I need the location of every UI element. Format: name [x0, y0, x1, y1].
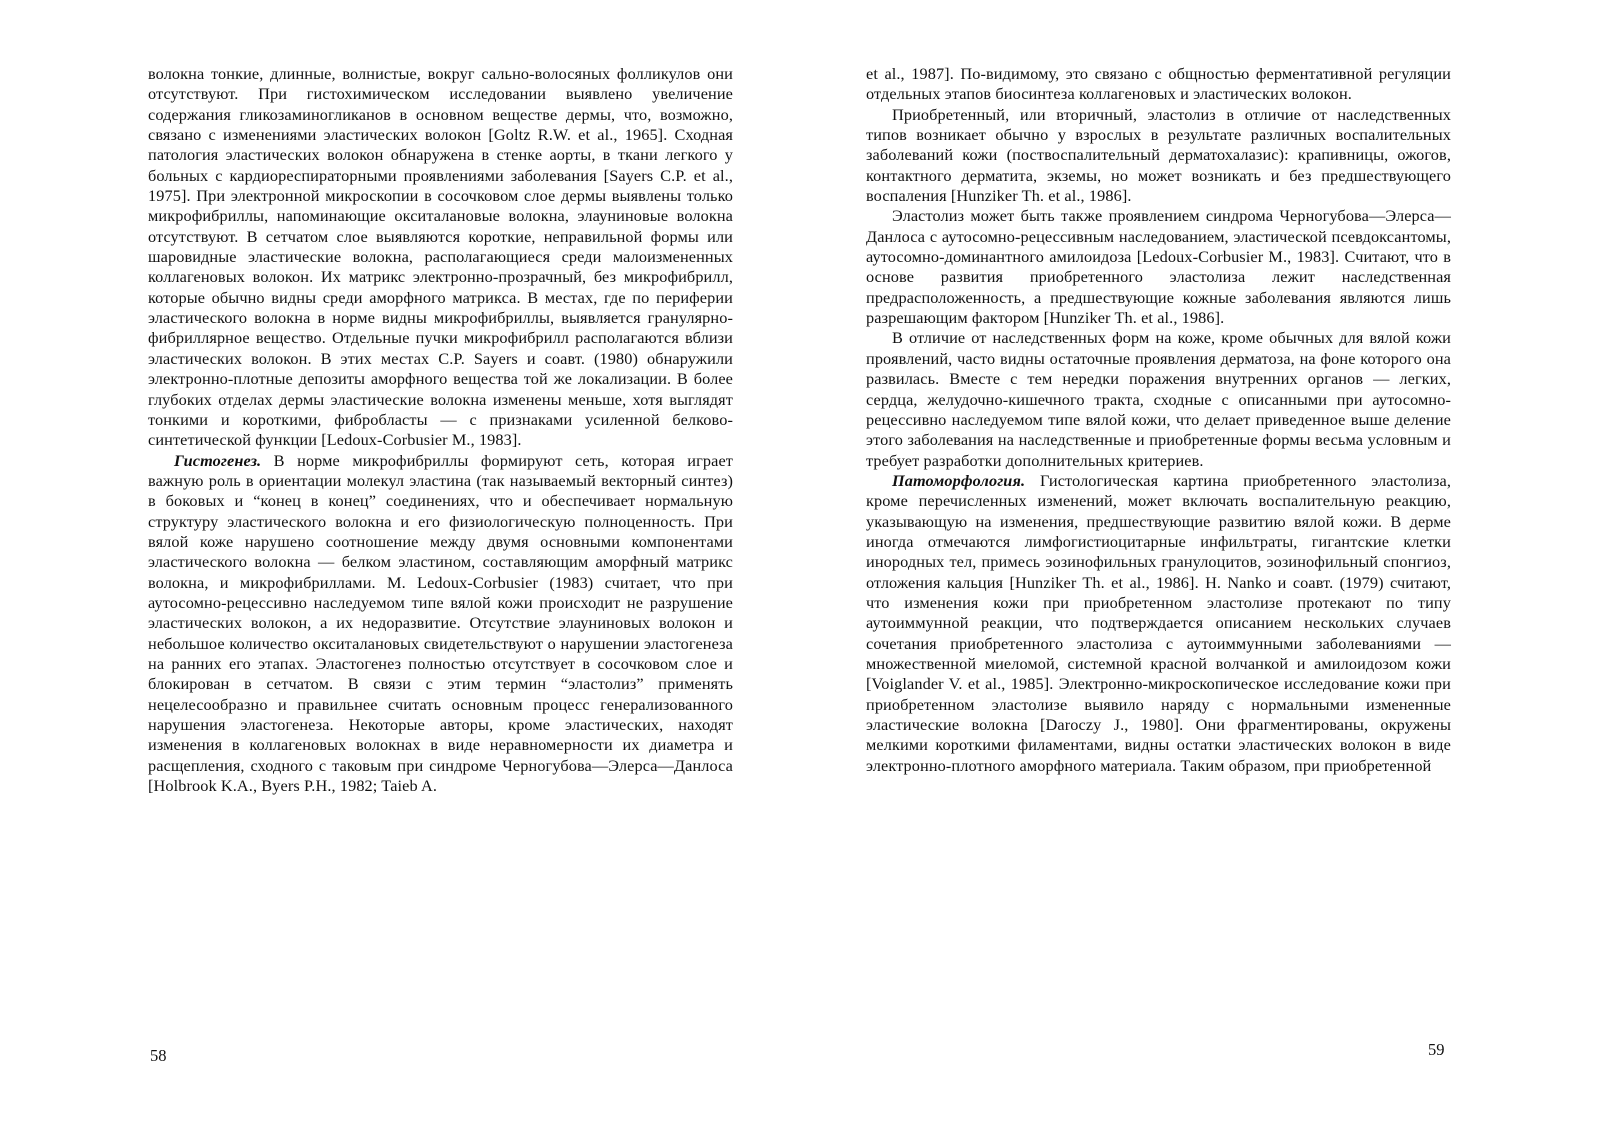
right-paragraph-5 [866, 471, 1451, 776]
right-paragraph-1: et al., 1987]. По-видимому, это связано с общностью ферментативной регуляции отдельных этапов биосинтеза коллагеновых и эластических волокон. [866, 64, 1451, 104]
right-page [866, 64, 1451, 776]
left-page [148, 64, 733, 796]
section-heading-pathomorphology: Патоморфология. [892, 470, 1026, 490]
page-number-left: 58 [150, 1046, 167, 1065]
right-paragraph-3: Эластолиз может быть также проявлением синдрома Черногубова—Элерса—Данлоса с аутосомно-рецессивным наследованием, эластической псевдоксантомы, аутосомно-доминантного амилоидоза [Ledoux-Corbusier M., 1983]. Считают, что в основе развития приобретенного эластолиза лежит наследственная предрасположенность, а предшествующие кожные заболевания являются лишь разрешающим фактором [Hunziker Th. et al., 1986]. [866, 206, 1451, 328]
right-paragraph-5-body: Гистологическая картина приобретенного эластолиза, кроме перечисленных изменений, может включать воспалительную реакцию, указывающую на изменения, предшествующие развитию вялой кожи. В дерме иногда отмечаются лимфогистиоцитарные инфильтраты, гигантские клетки инородных тел, примесь эозинофильных гранулоцитов, эозинофильный спонгиоз, отложения кальция [Hunziker Th. et al., 1986]. H. Nanko и соавт. (1979) считают, что изменения кожи при приобретенном эластолизе протекают по типу аутоиммунной реакции, что подтверждается описанием нескольких случаев сочетания приобретенного эластолиза с аутоиммунными заболеваниями — множественной миеломой, системной красной волчанкой и амилоидозом кожи [Voiglander V. et al., 1985]. Электронно-микроскопическое исследование кожи при приобретенном эластолизе выявило наряду с нормальными измененные эластические волокна [Daroczy J., 1980]. Они фрагментированы, окружены мелкими короткими филаментами, видны остатки эластических волокон в виде электронно-плотного аморфного материала. Таким образом, при приобретенной [866, 470, 1451, 775]
left-paragraph-2 [148, 451, 733, 797]
left-paragraph-2-body: В норме микрофибриллы формируют сеть, которая играет важную роль в ориентации молекул эластина (так называемый векторный синтез) в боковых и “конец в конец” соединениях, что и обеспечивает нормальную структуру эластического волокна и его физиологическую полноценность. При вялой коже нарушено соотношение между двумя основными компонентами эластического волокна — белком эластином, составляющим аморфный матрикс волокна, и микрофибриллами. M. Ledoux-Corbusier (1983) считает, что при аутосомно-рецессивно наследуемом типе вялой кожи происходит не разрушение эластических волокон, а их недоразвитие. Отсутствие элауниновых волокон и небольшое количество окситалановых свидетельствуют о нарушении эластогенеза на ранних его этапах. Эластогенез полностью отсутствует в сосочковом слое и блокирован в сетчатом. В связи с этим термин “эластолиз” применять нецелесообразно и правильнее считать основным процесс генерализованного нарушения эластогенеза. Некоторые авторы, кроме эластических, находят изменения в коллагеновых волокнах в виде неравномерности их диаметра и расщепления, сходного с таковым при синдроме Черногубова—Элерса—Данлоса [Holbrook K.A., Byers P.H., 1982; Taieb A. [148, 450, 733, 796]
section-heading-histogenesis: Гистогенез. [174, 450, 262, 470]
page-number-right: 59 [1428, 1040, 1445, 1059]
right-paragraph-4: В отличие от наследственных форм на коже, кроме обычных для вялой кожи проявлений, часто видны остаточные проявления дерматоза, на фоне которого она развилась. Вместе с тем нередки поражения внутренних органов — легких, сердца, желудочно-кишечного тракта, сходные с описанными при аутосомно-рецессивно наследуемом типе вялой кожи, что делает приведенное выше деление этого заболевания на наследственные и приобретенные формы весьма условным и требует разработки дополнительных критериев. [866, 328, 1451, 470]
left-paragraph-1: волокна тонкие, длинные, волнистые, вокруг сально-волосяных фолликулов они отсутствуют. При гистохимическом исследовании выявлено увеличение содержания гликозаминогликанов в основном веществе дермы, что, возможно, связано с изменениями эластических волокон [Goltz R.W. et al., 1965]. Сходная патология эластических волокон обнаружена в стенке аорты, в ткани легкого у больных с кардиореспираторными проявлениями заболевания [Sayers C.P. et al., 1975]. При электронной микроскопии в сосочковом слое дермы выявлены только микрофибриллы, напоминающие окситалановые волокна, элауниновые волокна отсутствуют. В сетчатом слое выявляются короткие, неправильной формы или шаровидные эластические волокна, располагающиеся среди малоизмененных коллагеновых волокон. Их матрикс электронно-прозрачный, без микрофибрилл, которые обычно видны среди аморфного матрикса. В местах, где по периферии эластического волокна в норме видны микрофибриллы, выявляется гранулярно-фибриллярное вещество. Отдельные пучки микрофибрилл располагаются вблизи эластических волокон. В этих местах C.P. Sayers и соавт. (1980) обнаружили электронно-плотные депозиты аморфного вещества той же локализации. В более глубоких отделах дермы эластические волокна изменены меньше, хотя выглядят тонкими и короткими, фибробласты — с признаками усиленной белково-синтетической функции [Ledoux-Corbusier M., 1983]. [148, 64, 733, 450]
right-paragraph-2: Приобретенный, или вторичный, эластолиз в отличие от наследственных типов возникает обычно у взрослых в результате различных воспалительных заболеваний кожи (поствоспалительный дерматохалазис): крапивницы, ожогов, контактного дерматита, экземы, но может возникать и без предшествующего воспаления [Hunziker Th. et al., 1986]. [866, 104, 1451, 206]
